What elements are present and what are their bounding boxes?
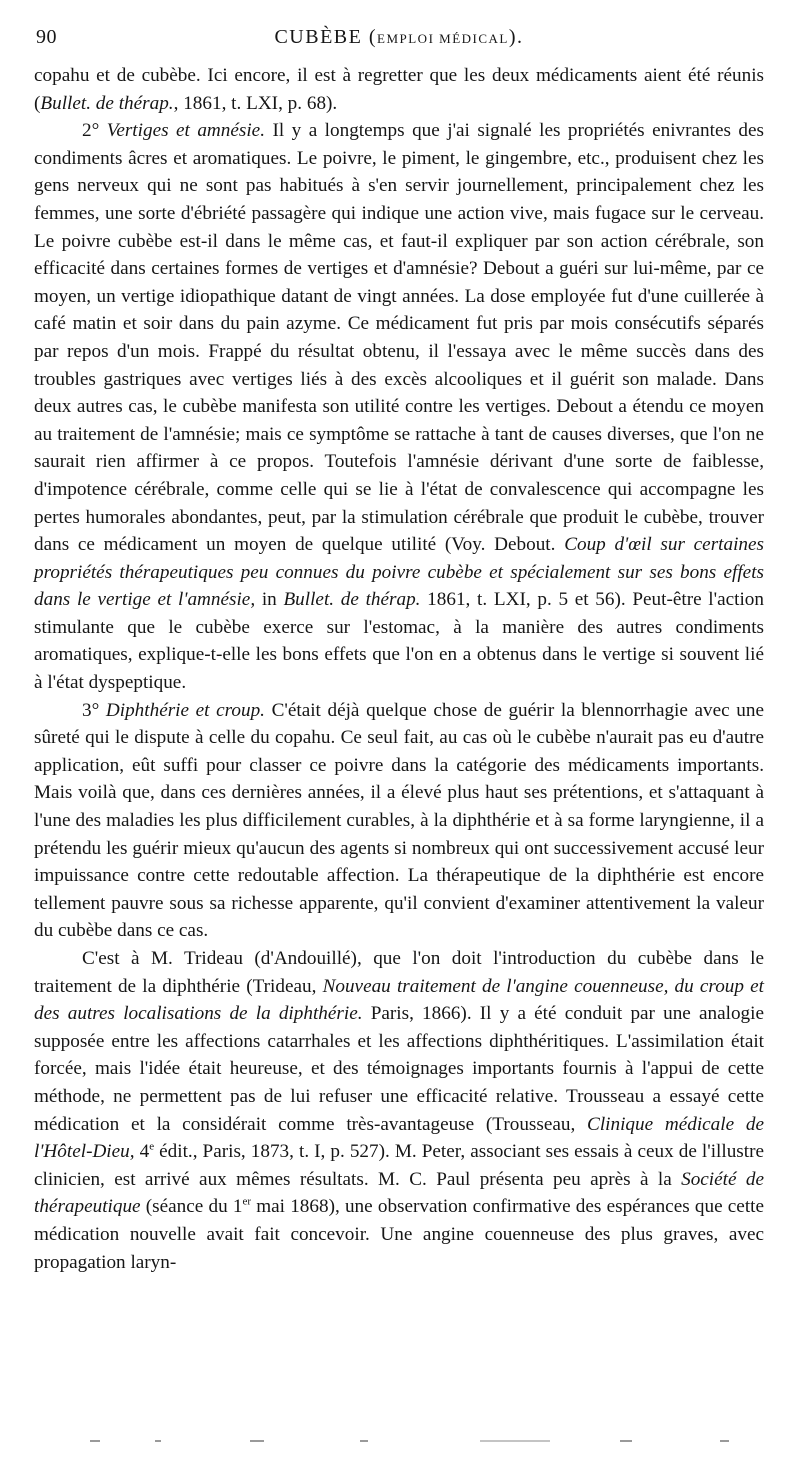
- italic-text: Vertiges et amnésie.: [106, 120, 265, 142]
- running-title-end: ).: [508, 26, 524, 48]
- running-title: [34, 26, 764, 49]
- paragraph-trideau: [34, 945, 764, 1276]
- text-run: (séance du 1: [140, 1196, 243, 1218]
- text-run: mai 1868), une observation confirmative des espérances que cette médication nouvelle avait fait concevoir. Une angine couenneuse des plus graves, avec propagation laryn-: [34, 1196, 764, 1273]
- superscript: er: [242, 1195, 252, 1208]
- text-run: 4: [134, 1141, 150, 1163]
- italic-text: Nouveau traitement de l'angine couenneuse, du croup et des autres localisations de la diphthérie.: [34, 975, 764, 1025]
- italic-text: Société de thérapeutique: [34, 1168, 764, 1218]
- text-run: 1861, t. LXI, p. 5 et 56). Peut-être l'action stimulante que le cubèbe exerce sur l'estomac, à la manière des autres condiments aromatiques, explique-t-elle les bons effets que l'on en a obtenus dans le vertige si souvent lié à l'état dyspeptique.: [34, 589, 764, 694]
- paragraph-vertiges-amnesie: [34, 117, 764, 696]
- italic-text: Clinique médicale de l'Hôtel-Dieu,: [34, 1113, 764, 1163]
- text-run: 2°: [82, 120, 107, 142]
- text-run: édit., Paris, 1873, t. I, p. 527). M. Peter, associant ses essais à ceux de l'illustre clinicien, est arrivé aux mêmes résultats. M. C. Paul présenta peu après à la: [34, 1141, 764, 1190]
- book-page: [34, 26, 764, 1276]
- running-title-subtitle: EMPLOI MÉDICAL: [377, 31, 509, 46]
- text-run: copahu et de cubèbe. Ici encore, il est à regretter que les deux médicaments aient été réunis (: [34, 65, 764, 114]
- italic-text: Bullet. de thérap.: [283, 589, 421, 611]
- paragraph-diphtherie-croup: [34, 697, 764, 945]
- body-text: [34, 62, 764, 1276]
- text-run: Paris, 1866). Il y a été conduit par une analogie supposée entre les affections catarrhales et les affections diphthéritiques. L'assimilation était forcée, mais l'idée était heureuse, et des témoignages importants fournis à l'appui de cette méthode, ne permettent pas de lui refuser une efficacité relative. Trousseau a essayé cette médication et la considérait comme très-avantageuse (Trousseau,: [34, 1003, 764, 1135]
- running-header: [34, 26, 764, 62]
- superscript: e: [149, 1140, 155, 1153]
- text-run: Il y a longtemps que j'ai signalé les propriétés enivrantes des condiments âcres et aromatiques. Le poivre, le piment, le gingembre, etc., produisent chez les gens nerveux qui ne sont pas habitués à s'en servir journellement, principalement chez les femmes, une sorte d'ébriété passagère qui indique une action vive, mais fugace sur le cerveau. Le poivre cubèbe est-il dans le même cas, et faut-il expliquer par son action cérébrale, son efficacité dans certaines formes de vertiges et d'amnésie? Debout a guéri sur lui-même, par ce moyen, un vertige idiopathique datant de vingt années. La dose employée fut d'une cuillerée à café matin et soir dans du pain azyme. Ce médicament fut pris par mois consécutifs séparés par repos d'un mois. Frappé du résultat obtenu, il l'essaya avec le même succès dans des troubles gastriques avec vertiges liés à des excès alcooliques et il guérit son malade. Dans deux autres cas, le cubèbe manifesta son utilité contre les vertiges. Debout a étendu ce moyen au traitement de l'amnésie; mais ce symptôme se rattache à tant de causes diverses, que l'on ne saurait rien affirmer à ce propos. Toutefois l'amnésie dérivant d'une sorte de faiblesse, d'impotence cérébrale, comme celle qui se lie à l'état de convalescence qui accompagne les pertes humorales abondantes, peut, par la stimulation cérébrale que produit le cubèbe, trouver dans ce médicament un moyen de quelque utilité (Voy. Debout.: [34, 120, 764, 556]
- text-run: 3°: [82, 699, 106, 721]
- italic-text: Diphthérie et croup.: [105, 699, 265, 721]
- running-title-main: CUBÈBE (: [274, 26, 378, 48]
- page-number: 90: [36, 26, 57, 48]
- paragraph-continuation: [34, 62, 764, 117]
- text-run: , 1861, t. LXI, p. 68).: [173, 92, 338, 114]
- text-run: in: [255, 589, 284, 611]
- text-run: C'est à M. Trideau (d'Andouillé), que l'on doit l'introduction du cubèbe dans le traitement de la diphthérie (Trideau,: [34, 948, 764, 997]
- text-run: C'était déjà quelque chose de guérir la blennorrhagie avec une sûreté qui le dispute à celle du copahu. Ce seul fait, au cas où le cubèbe n'aurait pas eu d'autre application, eût suffi pour classer ce poivre dans la catégorie des médicaments importants. Mais voilà que, dans ces dernières années, il a élevé plus haut ses prétentions, et s'attaquant à l'une des maladies les plus difficilement curables, à la diphthérie et à sa forme laryngienne, il a prétendu les guérir mieux qu'aucun des agents si nombreux qui ont successivement accusé leur impuissance contre cette redoutable affection. La thérapeutique de la diphthérie est encore tellement pauvre sous sa richesse apparente, qu'il convient d'examiner attentivement la valeur du cubèbe dans ce cas.: [34, 699, 764, 942]
- italic-text: Bullet. de thérap.: [40, 92, 174, 114]
- italic-text: Coup d'œil sur certaines propriétés thérapeutiques peu connues du poivre cubèbe et spécialement sur ses bons effets dans le vertige et l'amnésie,: [34, 534, 765, 611]
- scan-noise: [60, 1440, 760, 1444]
